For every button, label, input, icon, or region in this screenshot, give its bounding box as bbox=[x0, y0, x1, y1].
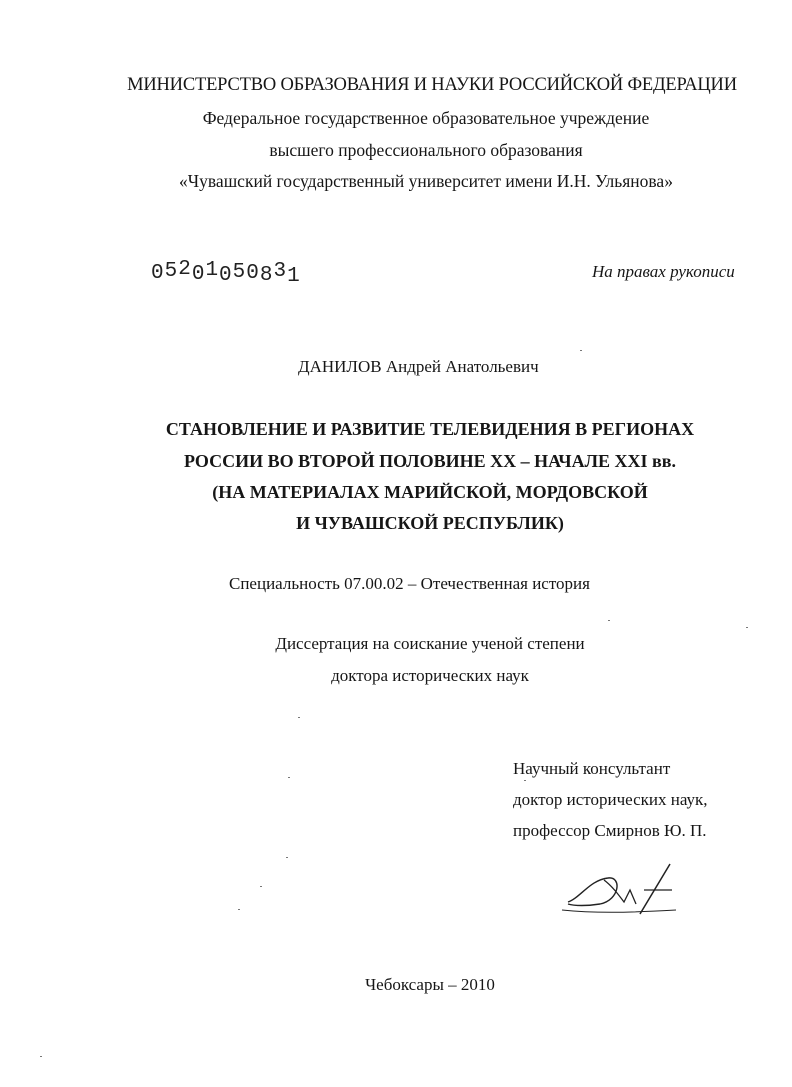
title-line-3: (НА МАТЕРИАЛАХ МАРИЙСКОЙ, МОРДОВСКОЙ bbox=[212, 482, 648, 502]
scan-speck bbox=[580, 350, 582, 351]
consultant-name: профессор Смирнов Ю. П. bbox=[513, 821, 707, 840]
title-line-1: СТАНОВЛЕНИЕ И РАЗВИТИЕ ТЕЛЕВИДЕНИЯ В РЕГИОНАХ bbox=[165, 419, 695, 439]
signature-icon bbox=[560, 860, 680, 920]
rights-note: На правах рукописи bbox=[592, 262, 735, 281]
scan-speck bbox=[746, 627, 748, 628]
city-year: Чебоксары – 2010 bbox=[365, 975, 495, 994]
scan-speck bbox=[524, 780, 526, 781]
scan-speck bbox=[260, 886, 262, 887]
scan-speck bbox=[298, 717, 300, 718]
dissertation-line-1: Диссертация на соискание ученой степени bbox=[275, 634, 585, 653]
consultant-degree: доктор исторических наук, bbox=[513, 790, 708, 809]
scan-speck bbox=[288, 777, 290, 778]
institution-line-1: Федеральное государственное образовательное учреждение bbox=[202, 108, 650, 128]
scan-speck bbox=[40, 1056, 42, 1057]
scan-speck bbox=[286, 857, 288, 858]
dissertation-line-2: доктора исторических наук bbox=[331, 666, 529, 685]
specialty: Специальность 07.00.02 – Отечественная история bbox=[229, 574, 590, 593]
ministry-heading: МИНИСТЕРСТВО ОБРАЗОВАНИЯ И НАУКИ РОССИЙСКОЙ ФЕДЕРАЦИИ bbox=[127, 75, 737, 95]
registration-number: 05201050831 bbox=[151, 258, 301, 288]
title-line-2: РОССИИ ВО ВТОРОЙ ПОЛОВИНЕ XX – НАЧАЛЕ XXI вв. bbox=[184, 451, 676, 471]
institution-line-3: «Чувашский государственный университет имени И.Н. Ульянова» bbox=[179, 171, 673, 191]
scan-speck bbox=[238, 909, 240, 910]
title-line-4: И ЧУВАШСКОЙ РЕСПУБЛИК) bbox=[296, 513, 564, 533]
author-name: ДАНИЛОВ Андрей Анатольевич bbox=[298, 357, 539, 376]
consultant-label: Научный консультант bbox=[513, 759, 671, 778]
scan-speck bbox=[608, 620, 610, 621]
institution-line-2: высшего профессионального образования bbox=[269, 140, 583, 160]
